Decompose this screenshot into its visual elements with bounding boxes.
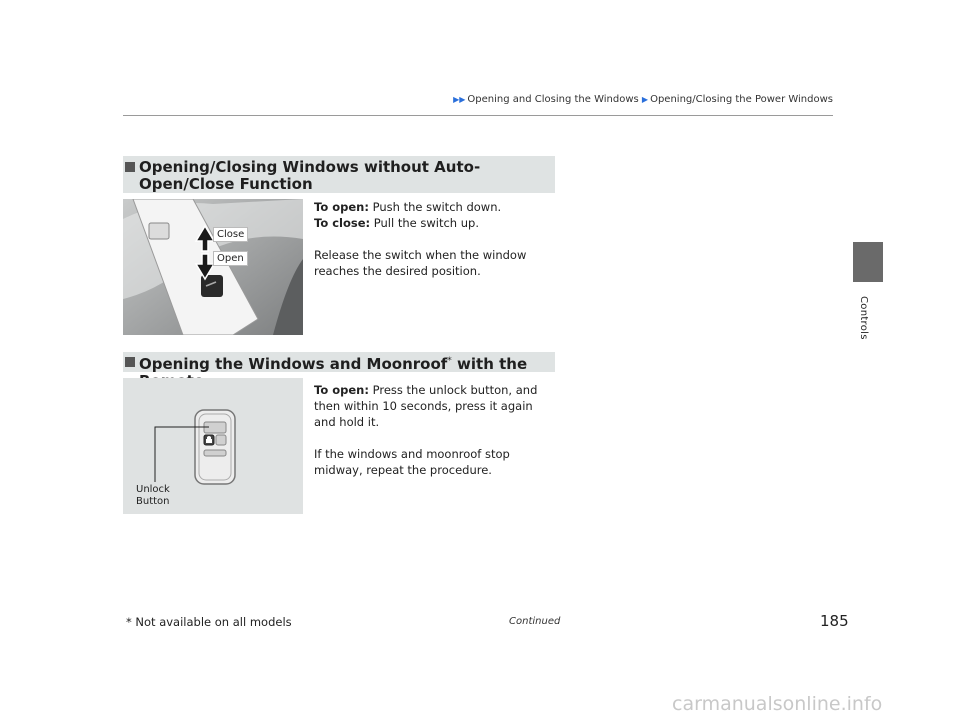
side-tab-label: Controls (858, 296, 869, 340)
section-square-icon (125, 162, 135, 172)
open-instruction: Press the unlock button, and then within 10 seconds, press it again and hold it. (314, 383, 538, 429)
section2-body (314, 382, 564, 478)
unlock-button-label (136, 484, 170, 508)
open-instruction: Push the switch down. (372, 200, 502, 214)
window-switch-figure (123, 199, 303, 335)
breadcrumb-item[interactable]: Opening/Closing the Power Windows (650, 94, 833, 105)
watermark: carmanualsonline.info (672, 693, 883, 715)
footnote: * Not available on all models (126, 615, 292, 629)
breadcrumb-item[interactable]: Opening and Closing the Windows (467, 94, 639, 105)
open-label-bold: To open: (314, 383, 369, 397)
header-divider (123, 115, 833, 116)
arrow-icon: ▶ (641, 95, 649, 104)
close-label: Close (213, 227, 248, 242)
side-tab-marker (853, 242, 883, 282)
close-instruction: Pull the switch up. (373, 216, 479, 230)
unlock-label-line: Button (136, 496, 170, 507)
close-label-bold: To close: (314, 216, 371, 230)
unlock-label-line: Unlock (136, 484, 170, 495)
section-title-suffix: with the (457, 355, 528, 373)
section-heading (123, 156, 555, 193)
page-number: 185 (820, 612, 849, 630)
breadcrumb (453, 94, 833, 105)
continued-label: Continued (509, 616, 561, 627)
section-square-icon (125, 357, 135, 367)
section-heading (123, 352, 555, 372)
section1-body (314, 199, 564, 279)
section-title: Opening/Closing Windows without Auto-Open/Close Function (139, 158, 481, 193)
release-note: Release the switch when the window reaches the desired position. (314, 248, 527, 278)
open-label-bold: To open: (314, 200, 369, 214)
section-title: Opening the Windows and Moonroof (139, 355, 448, 373)
midway-note: If the windows and moonroof stop midway, repeat the procedure. (314, 447, 510, 477)
door-panel-illustration (123, 199, 303, 335)
asterisk-marker: * (447, 356, 452, 366)
double-arrow-icon: ▶▶ (453, 95, 466, 104)
open-label: Open (213, 251, 248, 266)
